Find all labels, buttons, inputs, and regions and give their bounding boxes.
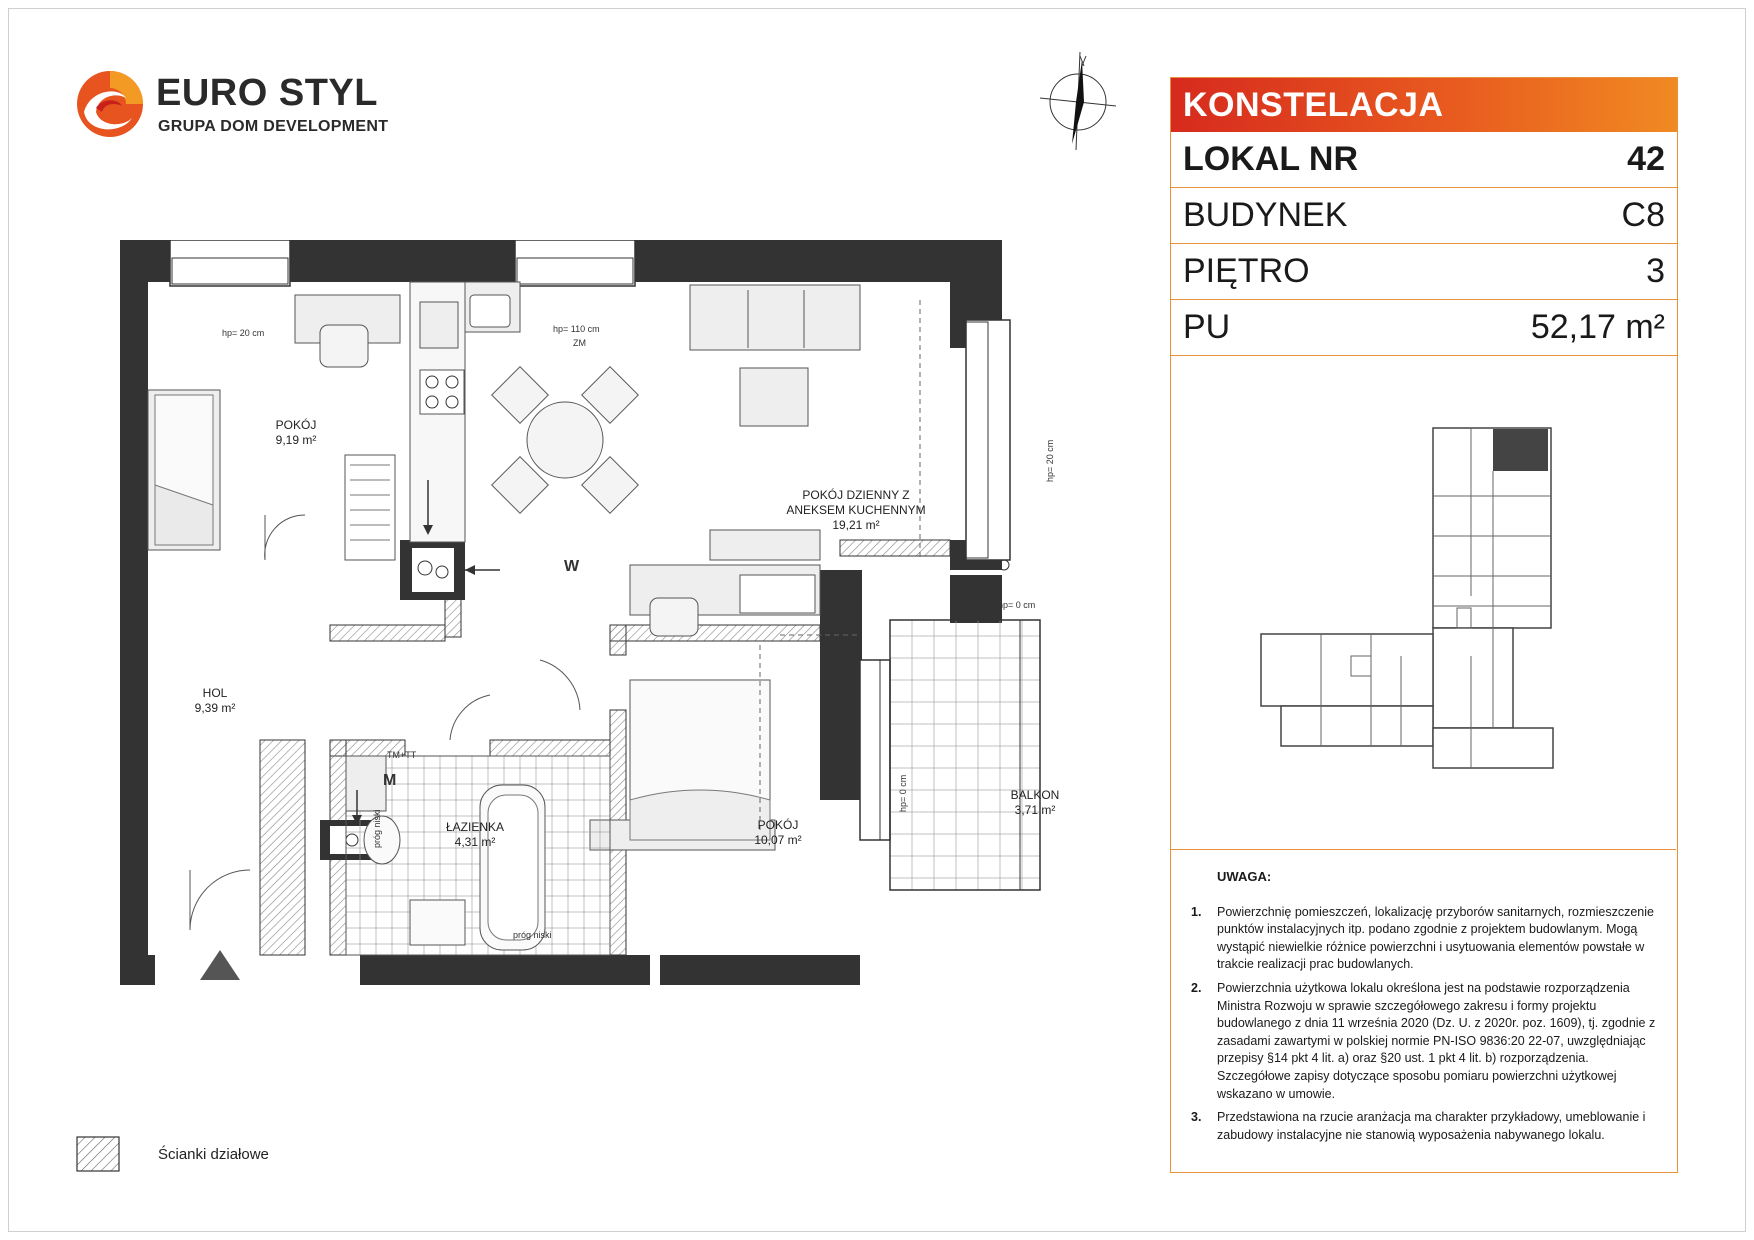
- room-label-hall: HOL 9,39 m²: [194, 686, 236, 715]
- info-value: C8: [1621, 196, 1665, 234]
- info-label: PU: [1183, 308, 1231, 346]
- tm-tt-note: TM+TT: [387, 750, 417, 760]
- info-value: 42: [1627, 140, 1665, 178]
- note-number: 2.: [1191, 980, 1202, 995]
- info-value: 3: [1646, 252, 1665, 290]
- info-label: LOKAL NR: [1183, 140, 1359, 178]
- apartment-floorplan: [120, 240, 1130, 1000]
- info-value: 52,17 m²: [1530, 308, 1665, 346]
- low-threshold-note: próg niski: [372, 809, 382, 848]
- info-row-unit: [1171, 132, 1677, 188]
- note-text: Przedstawiona na rzucie aranżacja ma charakter przykładowy, umeblowanie i zabudowy instalacyjne nie stanowią wyposażenia nabywanego lokalu.: [1217, 1110, 1646, 1142]
- meter-note: M: [383, 772, 397, 789]
- apartment-info-panel: [1170, 77, 1678, 1173]
- note-item: [1191, 904, 1661, 974]
- zm-note: ZM: [573, 338, 586, 348]
- washer-note: W: [564, 558, 580, 575]
- key-plan-drawing: [1171, 356, 1676, 850]
- partition-wall-swatch-icon: [76, 1136, 120, 1172]
- sill-height-note: hp= 20 cm: [1045, 439, 1055, 482]
- room-label-living-room: POKÓJ DZIENNY Z ANEKSEM KUCHENNYM 19,21 m²: [786, 488, 926, 532]
- sill-height-note: hp= 0 cm: [998, 600, 1036, 610]
- flame-logo-icon: [74, 68, 146, 140]
- building-key-plan: [1171, 356, 1676, 850]
- note-item: [1191, 980, 1661, 1103]
- sill-height-note: hp= 20 cm: [222, 328, 265, 338]
- legend-label: Ścianki działowe: [158, 1146, 269, 1163]
- sill-height-note: hp= 110 cm: [553, 324, 600, 334]
- sill-height-note: hp= 0 cm: [898, 774, 908, 812]
- room-label-bedroom-1: POKÓJ 9,19 m²: [275, 418, 317, 447]
- room-label-bathroom: ŁAZIENKA 4,31 m²: [445, 820, 505, 849]
- logo-wordmark: EURO STYL: [156, 72, 378, 114]
- notes-title: UWAGA:: [1217, 869, 1272, 884]
- note-item: [1191, 1109, 1661, 1144]
- low-threshold-note: próg niski: [513, 930, 552, 940]
- eurostyl-logo: [74, 68, 394, 140]
- logo-subtitle: GRUPA DOM DEVELOPMENT: [158, 118, 389, 135]
- info-row-building: [1171, 188, 1677, 244]
- project-name: KONSTELACJA: [1171, 78, 1677, 132]
- north-arrow-icon: [1040, 52, 1120, 152]
- info-label: BUDYNEK: [1183, 196, 1348, 234]
- note-text: Powierzchnię pomieszczeń, lokalizację przyborów sanitarnych, rozmieszczenie punktów instalacyjnych itp. podano zgodnie z projektem budowlanym. Mogą wystąpić niewielkie różnice powierzchni i usytuowania elementów powstałe w trakcie realizacji prac budowlanych.: [1217, 904, 1654, 972]
- notes-section: [1191, 868, 1661, 1150]
- info-label: PIĘTRO: [1183, 252, 1310, 290]
- note-text: Powierzchnia użytkowa lokalu określona jest na podstawie rozporządzenia Ministra Rozwoju w sprawie szczegółowego zakresu i formy projektu budowlanego z dnia 11 września 2020 (Dz. U. z 2020r. poz. 1609), tj. zgodnie z zasadami zawartymi w polskiej normie PN-ISO 9836:20 22-07, uwzględniając przepisy §14 pkt 4 lit. a) oraz §20 ust. 1 pkt 4 lit. b) rozporządzenia. Szczegółowe zapisy dotyczące sposobu pomiaru powierzchni użytkowej wskazano w umowie.: [1217, 980, 1656, 1101]
- info-row-area: [1171, 300, 1677, 356]
- legend: [76, 1136, 336, 1176]
- note-number: 3.: [1191, 1110, 1202, 1125]
- info-row-floor: [1171, 244, 1677, 300]
- note-number: 1.: [1191, 904, 1202, 919]
- floorplan-drawing: [120, 240, 1130, 1000]
- room-label-balcony: BALKON 3,71 m²: [1010, 788, 1060, 817]
- room-label-bedroom-2: POKÓJ 10,07 m²: [754, 818, 802, 847]
